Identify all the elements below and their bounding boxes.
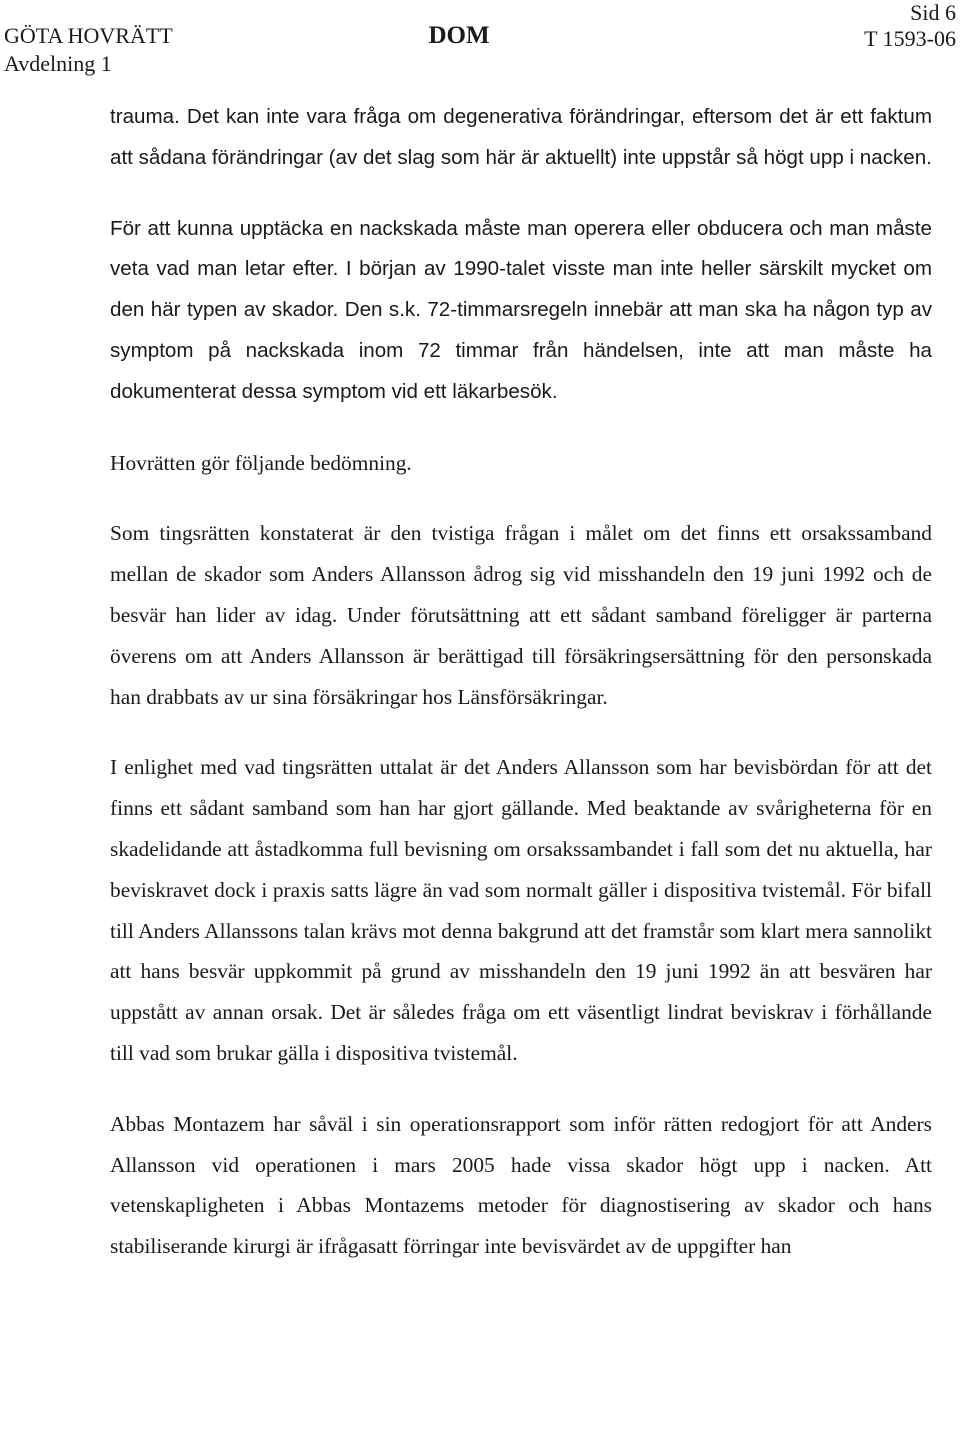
document-body [110,97,932,1267]
paragraph: I enlighet med vad tingsrätten uttalat är det Anders Allansson som har bevisbördan för att det finns ett sådant samband som han har gjort gällande. Med beaktande av svårigheterna för en skadelidande att åstadkomma full bevisning om orsakssambandet i fall som det nu aktuella, har beviskravet dock i praxis satts lägre än vad som normalt gäller i dispositiva tvistemål. För bifall till Anders Allanssons talan krävs mot denna bakgrund att det framstår som klart mera sannolikt att hans besvär uppkommit på grund av misshandeln den 19 juni 1992 än att besvären har uppstått av annan orsak. Det är således fråga om ett väsentligt lindrat beviskrav i förhållande till vad som brukar gälla i dispositiva tvistemål. [110,755,932,1065]
paragraph: trauma. Det kan inte vara fråga om degenerativa förändringar, eftersom det är ett faktum att sådana förändringar (av det slag som här är aktuellt) inte uppstår så högt upp i nacken. [110,105,932,169]
paragraph: För att kunna upptäcka en nackskada måste man operera eller obducera och man måste veta vad man letar efter. I början av 1990-talet visste man inte heller särskilt mycket om den här typen av skador. Den s.k. 72-timmarsregeln innebär att man ska ha någon typ av symptom på nackskada inom 72 timmar från händelsen, inte att man måste ha dokumenterat dessa symptom vid ett läkarbesök. [110,216,932,403]
document-type: DOM [428,22,490,49]
court-division: Avdelning 1 [4,51,112,76]
header-right [864,0,956,52]
paragraph: Abbas Montazem har såväl i sin operationsrapport som inför rätten redogjort för att Anders Allansson vid operationen i mars 2005 hade vissa skador högt upp i nacken. Att vetenskapligheten i Abbas Montazems metoder för diagnostisering av skador och hans stabiliserande kirurgi är ifrågasatt förringar inte bevisvärdet av de uppgifter han [110,1111,932,1259]
paragraph: Som tingsrätten konstaterat är den tvistiga frågan i målet om det finns ett orsakssamband mellan de skador som Anders Allansson ådrog sig vid misshandeln den 19 juni 1992 och de besvär han lider av idag. Under förutsättning att ett sådant samband föreligger är parterna överens om att Anders Allansson är berättigad till försäkringsersättning för den personskada han drabbats av ur sina försäkringar hos Länsförsäkringar. [110,521,932,709]
paragraph-assessment-heading: Hovrätten gör följande bedömning. [110,450,412,475]
page-number: Sid 6 [910,0,956,25]
court-name: GÖTA HOVRÄTT [4,23,173,48]
case-number: T 1593-06 [864,26,956,51]
